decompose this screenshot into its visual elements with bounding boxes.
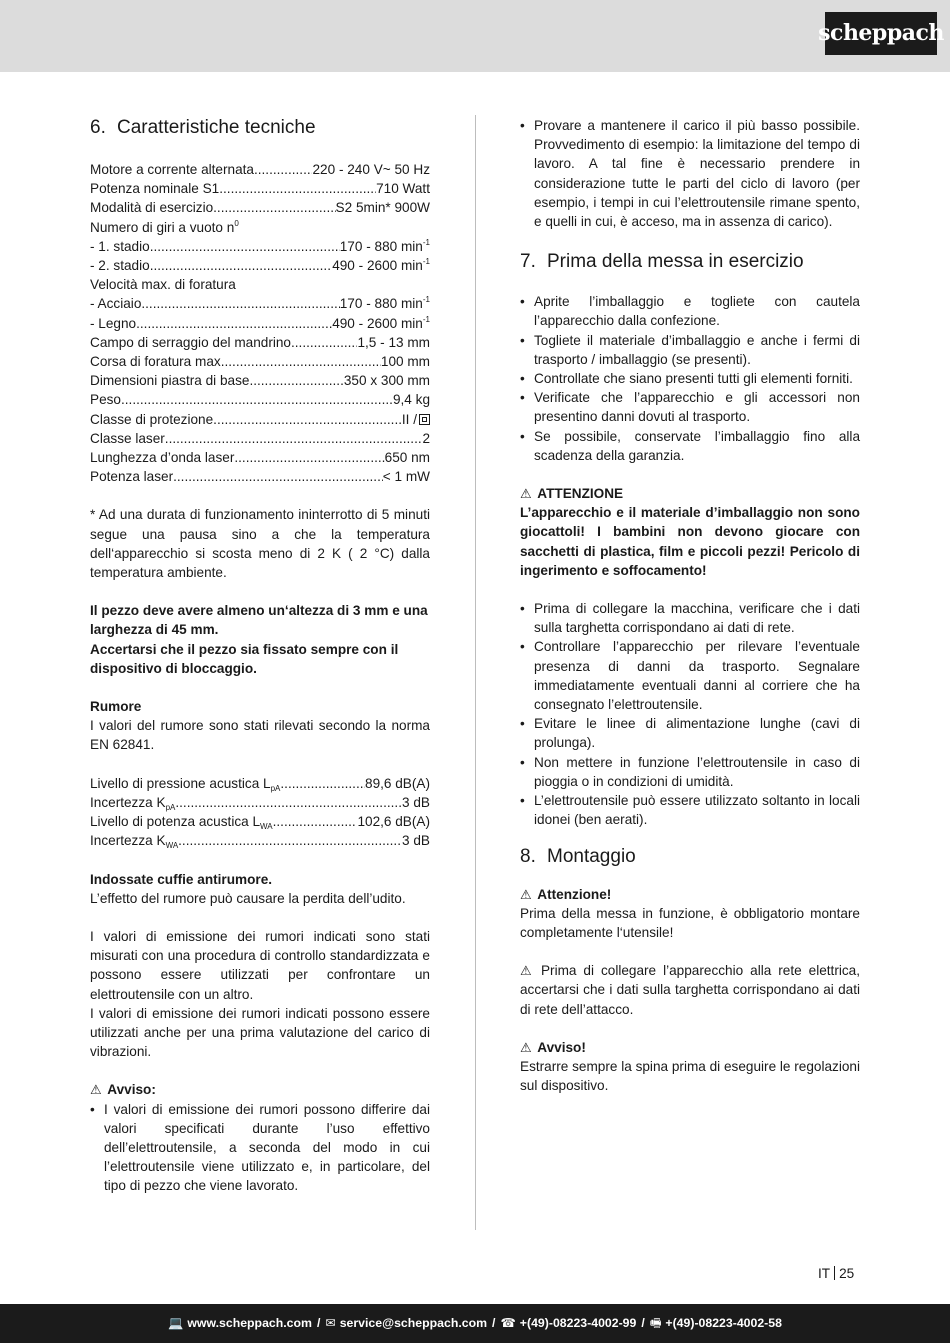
spec-value: 2 bbox=[422, 430, 430, 446]
noise-text: I valori del rumore sono stati rilevati secondo la norma EN 62841. bbox=[90, 718, 430, 753]
spec-label: Peso bbox=[90, 392, 121, 408]
spec-value bbox=[340, 237, 430, 256]
noise-heading: Rumore bbox=[90, 699, 142, 715]
unpacking-list bbox=[520, 292, 860, 465]
spec-value: 350 x 300 mm bbox=[343, 373, 430, 389]
section-8-heading bbox=[520, 845, 860, 869]
spec-value-text: 170 - 880 min bbox=[339, 296, 423, 312]
spec-row bbox=[90, 812, 430, 831]
spec-row bbox=[90, 237, 430, 256]
page-language: IT bbox=[818, 1266, 831, 1281]
spec-row bbox=[90, 774, 430, 793]
spec-value: 9,4 kg bbox=[392, 392, 430, 408]
spec-label: Motore a corrente alternata bbox=[90, 162, 254, 177]
warning-triangle-icon: ⚠ bbox=[520, 963, 532, 979]
left-column bbox=[90, 116, 430, 1196]
section-6-heading bbox=[90, 116, 430, 140]
footer-bar: 💻 www.scheppach.com / ✉ service@scheppach.com / ☎ +(49)-08223-4002-99 / 🖷 +(49)-08223-4002-58 bbox=[0, 1304, 950, 1343]
notice-heading-text: Avviso: bbox=[107, 1082, 156, 1098]
spec-subheading bbox=[90, 218, 430, 237]
spec-value bbox=[332, 314, 430, 333]
footer-fax: +(49)-08223-4002-58 bbox=[665, 1315, 782, 1330]
ear-protection-text: L’effetto del rumore può causare la perdita dell’udito. bbox=[90, 890, 406, 906]
spec-value: 3 dB bbox=[402, 794, 430, 810]
section-7-number: 7. bbox=[520, 251, 536, 273]
spec-label-text: Incertezza K bbox=[90, 794, 166, 810]
warning-heading-text: ATTENZIONE bbox=[537, 486, 624, 502]
spec-label-text: Incertezza K bbox=[90, 833, 166, 849]
list-item: • Prima di collegare la macchina, verificare che i dati sulla targhetta corrispondano ai dati di rete. bbox=[520, 599, 860, 637]
attention-heading-text: Attenzione! bbox=[537, 886, 612, 902]
spec-row bbox=[90, 179, 430, 198]
spec-row bbox=[90, 256, 430, 275]
footer-email-link[interactable]: service@scheppach.com bbox=[339, 1315, 488, 1330]
spec-row bbox=[90, 294, 430, 313]
spec-label-text: Livello di pressione acustica L bbox=[90, 775, 271, 791]
spec-row bbox=[90, 352, 430, 371]
spec-label: - 1. stadio bbox=[90, 238, 150, 254]
connect-note bbox=[520, 961, 860, 1019]
list-item: • Togliete il materiale d’imballaggio e anche i fermi di trasporto / imballaggio (se presenti). bbox=[520, 331, 860, 369]
spec-row bbox=[90, 793, 430, 812]
spec-label: Campo di serraggio del mandrino bbox=[90, 334, 291, 350]
section-6-number: 6. bbox=[90, 117, 106, 138]
emission-text-2: I valori di emissione dei rumori indicati possono essere utilizzati anche per una prima valutazione del carico di vibrazioni. bbox=[90, 1005, 430, 1060]
notice-heading bbox=[520, 1038, 860, 1057]
list-item: • L’elettroutensile può essere utilizzato soltanto in locali idonei (ben aerati). bbox=[520, 791, 860, 829]
fax-icon: 🖷 bbox=[649, 1315, 662, 1330]
clamping-note: Accertarsi che il pezzo sia fissato sempre con il dispositivo di bloccaggio. bbox=[90, 641, 399, 676]
column-divider bbox=[475, 115, 476, 1230]
spec-value-sup: -1 bbox=[422, 237, 430, 247]
spec-value: 102,6 dB(A) bbox=[357, 814, 430, 830]
attention-text: Prima della messa in funzione, è obbligatorio montare completamente l‘utensile! bbox=[520, 905, 860, 940]
spec-label: Classe laser bbox=[90, 430, 165, 446]
spec-label: - 2. stadio bbox=[90, 258, 150, 274]
spec-value: < 1 mW bbox=[382, 469, 430, 485]
list-item: • Aprite l’imballaggio e togliete con cautela l’apparecchio dalla confezione. bbox=[520, 292, 860, 330]
spec-value: 100 mm bbox=[380, 354, 430, 370]
spec-subheading-label: Numero di giri a vuoto n bbox=[90, 219, 235, 235]
spec-row bbox=[90, 198, 430, 217]
ear-protection-heading: Indossate cuffie antirumore. bbox=[90, 871, 273, 887]
spec-label-text: Livello di potenza acustica L bbox=[90, 814, 261, 830]
spec-row bbox=[90, 467, 430, 486]
preparation-list bbox=[520, 599, 860, 829]
connect-note-text: Prima di collegare l’apparecchio alla rete elettrica, accertarsi che i dati sulla targhetta corrispondano ai dati di rete dell’attacco. bbox=[520, 963, 861, 1017]
notice-heading-text: Avviso! bbox=[537, 1039, 586, 1055]
list-item: • Se possibile, conservate l’imballaggio fino alla scadenza della garanzia. bbox=[520, 427, 860, 465]
section-7-heading bbox=[520, 250, 860, 274]
spec-row bbox=[90, 831, 430, 850]
spec-value: 710 Watt bbox=[376, 181, 430, 197]
load-list bbox=[520, 116, 860, 231]
spec-value: 89,6 dB(A) bbox=[365, 775, 430, 791]
section-6-title: Caratteristiche tecniche bbox=[117, 117, 316, 138]
spec-label: Lunghezza d’onda laser bbox=[90, 450, 235, 466]
notice-list bbox=[90, 1100, 430, 1196]
spec-label-sub: WA bbox=[165, 841, 179, 851]
spec-row bbox=[90, 429, 430, 448]
spec-label: - Acciaio bbox=[90, 296, 142, 312]
phone-icon: ☎ bbox=[500, 1315, 516, 1330]
spec-subheading-sup: 0 bbox=[234, 218, 239, 228]
spec-row bbox=[90, 390, 430, 409]
list-item: • Controllare l’apparecchio per rilevare l’eventuale presenza di danni da trasporto. Segnalare immediatamente eventuali danni al corriere che ha consegnato l’elettroutensile. bbox=[520, 637, 860, 714]
workpiece-size-note: Il pezzo deve avere almeno un‘altezza di 3 mm e una larghezza di 45 mm. bbox=[90, 603, 428, 638]
spec-row bbox=[90, 314, 430, 333]
footnote-text: * Ad una durata di funzionamento ininterrotto di 5 minuti segue una pausa sino a che la temperatura dell‘apparecchio si scosta meno di 2 K ( 2 °C) dalla temperatura ambiente. bbox=[90, 507, 430, 581]
footer-website-link[interactable]: www.scheppach.com bbox=[187, 1315, 312, 1330]
spec-value-text: 170 - 880 min bbox=[339, 238, 423, 254]
spec-label-sub: WA bbox=[260, 822, 273, 832]
spec-value bbox=[332, 256, 430, 275]
spec-label: Potenza laser bbox=[90, 469, 174, 485]
spec-label bbox=[90, 812, 273, 831]
spec-label: - Legno bbox=[90, 315, 137, 331]
spec-value: 650 nm bbox=[384, 450, 430, 466]
notice-heading bbox=[90, 1080, 430, 1099]
spec-label bbox=[90, 793, 175, 812]
list-item: • Verificate che l’apparecchio e gli accessori non presentino danni dovuti al trasporto. bbox=[520, 388, 860, 426]
computer-icon: 💻 bbox=[168, 1315, 184, 1330]
spec-row bbox=[90, 371, 430, 390]
list-item: • Non mettere in funzione l’elettroutensile in caso di pioggia o in condizioni di umidità. bbox=[520, 753, 860, 791]
emission-text-1: I valori di emissione dei rumori indicati sono stati misurati con una procedura di controllo standardizzata e possono essere utilizzati per confrontare un elettroutensile con un altro. bbox=[90, 928, 430, 1002]
list-item: • Controllate che siano presenti tutti gli elementi forniti. bbox=[520, 369, 860, 388]
spec-value bbox=[340, 294, 430, 313]
spec-value-sup: -1 bbox=[422, 295, 430, 305]
spec-label: Classe di protezione bbox=[90, 411, 214, 427]
spec-label: Potenza nominale S1 bbox=[90, 181, 220, 197]
spec-row bbox=[90, 410, 430, 429]
spec-label: Corsa di foratura max. bbox=[90, 354, 225, 370]
noise-spec-table bbox=[90, 774, 430, 851]
list-item: • Evitare le linee di alimentazione lunghe (cavi di prolunga). bbox=[520, 714, 860, 752]
list-item: • I valori di emissione dei rumori possono differire dai valori specificati durante l’uso effettivo dell’elettroutensile, a seconda del modo in cui l’elettroutensile viene utilizzato e, in particolare, del tipo di pezzo che viene lavorato. bbox=[90, 1100, 430, 1196]
warning-text: L’apparecchio e il materiale d’imballaggio non sono giocattoli! I bambini non devono giocare con sacchetti di plastica, film e piccoli pezzi! Pericolo di ingerimento e soffocamento! bbox=[520, 505, 860, 578]
spec-value-sup: -1 bbox=[422, 257, 430, 267]
spec-value: 1,5 - 13 mm bbox=[357, 334, 430, 350]
list-item: • Provare a mantenere il carico il più basso possibile. Provvedimento di esempio: la limitazione del tempo di lavoro. A tal fine è necessario prendere in considerazione tutte le parti del ciclo di lavoro (per esempio, i tempi in cui l’elettroutensile rimane spento, e quelli in cui, è acceso, ma in assenza di carico). bbox=[520, 116, 860, 231]
spec-row bbox=[90, 160, 430, 179]
warning-triangle-icon: ⚠ bbox=[520, 886, 532, 902]
footer-phone: +(49)-08223-4002-99 bbox=[519, 1315, 637, 1330]
spec-label bbox=[90, 774, 280, 793]
email-icon: ✉ bbox=[325, 1315, 336, 1330]
spec-label: Modalità di esercizio bbox=[90, 200, 214, 216]
right-column bbox=[520, 116, 860, 1095]
spec-row bbox=[90, 448, 430, 467]
spec-value-text: II / bbox=[401, 411, 417, 427]
section-7-title: Prima della messa in esercizio bbox=[547, 251, 804, 273]
spec-row bbox=[90, 333, 430, 352]
section-8-title: Montaggio bbox=[547, 845, 636, 867]
spec-value-text: 490 - 2600 min bbox=[332, 258, 423, 274]
notice-text: Estrarre sempre la spina prima di eseguire le regolazioni sul dispositivo. bbox=[520, 1058, 861, 1094]
spec-value: 220 - 240 V~ 50 Hz bbox=[312, 162, 430, 177]
spec-label-sub: pA bbox=[270, 783, 281, 793]
warning-triangle-icon: ⚠ bbox=[520, 486, 532, 502]
spec-value: 3 dB bbox=[402, 833, 430, 849]
spec-label-sub: pA bbox=[165, 802, 176, 812]
protection-class-icon bbox=[419, 414, 430, 425]
spec-subheading: Velocità max. di foratura bbox=[90, 277, 236, 293]
spec-value bbox=[402, 410, 430, 429]
spec-value-sup: -1 bbox=[422, 314, 430, 324]
spec-table bbox=[90, 160, 430, 486]
spec-label bbox=[90, 831, 178, 850]
section-8-number: 8. bbox=[520, 845, 536, 867]
warning-heading bbox=[520, 484, 860, 503]
page-number-value: 25 bbox=[839, 1266, 855, 1281]
spec-label: Dimensioni piastra di base bbox=[90, 373, 250, 389]
warning-triangle-icon: ⚠ bbox=[520, 1039, 532, 1055]
brand-logo: scheppach bbox=[825, 12, 937, 55]
spec-value: S2 5min* 900W bbox=[335, 200, 430, 216]
warning-triangle-icon: ⚠ bbox=[90, 1082, 102, 1098]
header-bar bbox=[0, 0, 950, 72]
attention-heading bbox=[520, 885, 860, 904]
page-number bbox=[818, 1264, 854, 1283]
spec-value-text: 490 - 2600 min bbox=[332, 315, 423, 331]
